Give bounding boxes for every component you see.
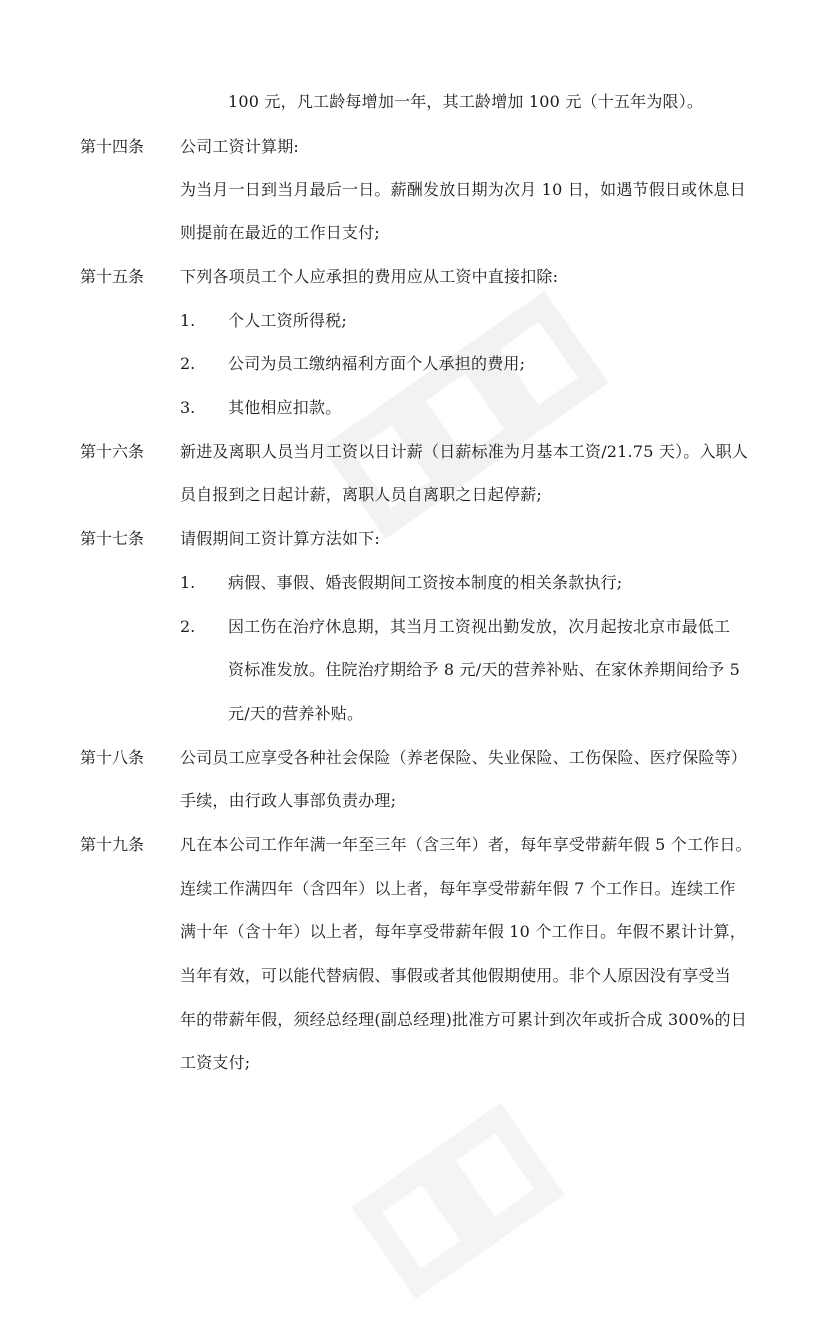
article-17-item-1-num: 1. <box>180 573 196 592</box>
article-16-line-1: 新进及离职人员当月工资以日计薪（日薪标准为月基本工资/21.75 天）。入职人 <box>180 442 749 461</box>
article-17-item-2-line-1: 因工伤在治疗休息期，其当月工资视出勤发放，次月起按北京市最低工 <box>228 617 731 636</box>
article-19-line-4: 当年有效，可以能代替病假、事假或者其他假期使用。非个人原因没有享受当 <box>180 966 731 985</box>
article-17-item-1-text: 病假、事假、婚丧假期间工资按本制度的相关条款执行; <box>228 573 623 592</box>
article-19-line-6: 工资支付; <box>180 1053 251 1072</box>
article-15-label: 第十五条 <box>80 267 145 286</box>
article-18-line-1: 公司员工应享受各种社会保险（养老保险、失业保险、工伤保险、医疗保险等） <box>180 748 748 767</box>
article-18-line-2: 手续，由行政人事部负责办理; <box>180 791 397 810</box>
article-15-item-2-text: 公司为员工缴纳福利方面个人承担的费用; <box>228 354 526 373</box>
article-19-line-3: 满十年（含十年）以上者，每年享受带薪年假 10 个工作日。年假不累计计算， <box>180 922 746 941</box>
article-14-line-2: 为当月一日到当月最后一日。薪酬发放日期为次月 10 日，如遇节假日或休息日 <box>180 180 746 199</box>
article-14-line-1: 公司工资计算期: <box>180 137 299 156</box>
article-15-item-3-text: 其他相应扣款。 <box>228 398 342 417</box>
article-15-item-1-text: 个人工资所得税; <box>228 311 347 330</box>
article-17-item-2-num: 2. <box>180 617 196 636</box>
article-19-label: 第十九条 <box>80 835 145 854</box>
article-19-line-5: 年的带薪年假，须经总经理(副总经理)批准方可累计到次年或折合成 300%的日 <box>180 1010 747 1029</box>
intro-line: 100 元，凡工龄每增加一年，其工龄增加 100 元（十五年为限）。 <box>228 92 704 111</box>
watermark-stamp-icon-2 <box>330 1010 660 1340</box>
article-18-label: 第十八条 <box>80 748 145 767</box>
article-15-item-1-num: 1. <box>180 311 196 330</box>
article-17-item-2-line-2: 资标准发放。住院治疗期给予 8 元/天的营养补贴、在家休养期间给予 5 <box>228 660 741 679</box>
article-15-line-1: 下列各项员工个人应承担的费用应从工资中直接扣除: <box>180 267 559 286</box>
article-14-line-3: 则提前在最近的工作日支付; <box>180 223 380 242</box>
article-15-item-2-num: 2. <box>180 354 196 373</box>
article-19-line-2: 连续工作满四年（含四年）以上者，每年享受带薪年假 7 个工作日。连续工作 <box>180 879 736 898</box>
article-17-line-1: 请假期间工资计算方法如下: <box>180 529 380 548</box>
article-17-label: 第十七条 <box>80 529 145 548</box>
article-15-item-3-num: 3. <box>180 398 196 417</box>
article-17-item-2-line-3: 元/天的营养补贴。 <box>228 704 364 723</box>
article-16-line-2: 员自报到之日起计薪，离职人员自离职之日起停薪; <box>180 485 542 504</box>
article-19-line-1: 凡在本公司工作年满一年至三年（含三年）者，每年享受带薪年假 5 个工作日。 <box>180 835 752 854</box>
article-14-label: 第十四条 <box>80 137 145 156</box>
article-16-label: 第十六条 <box>80 442 145 461</box>
